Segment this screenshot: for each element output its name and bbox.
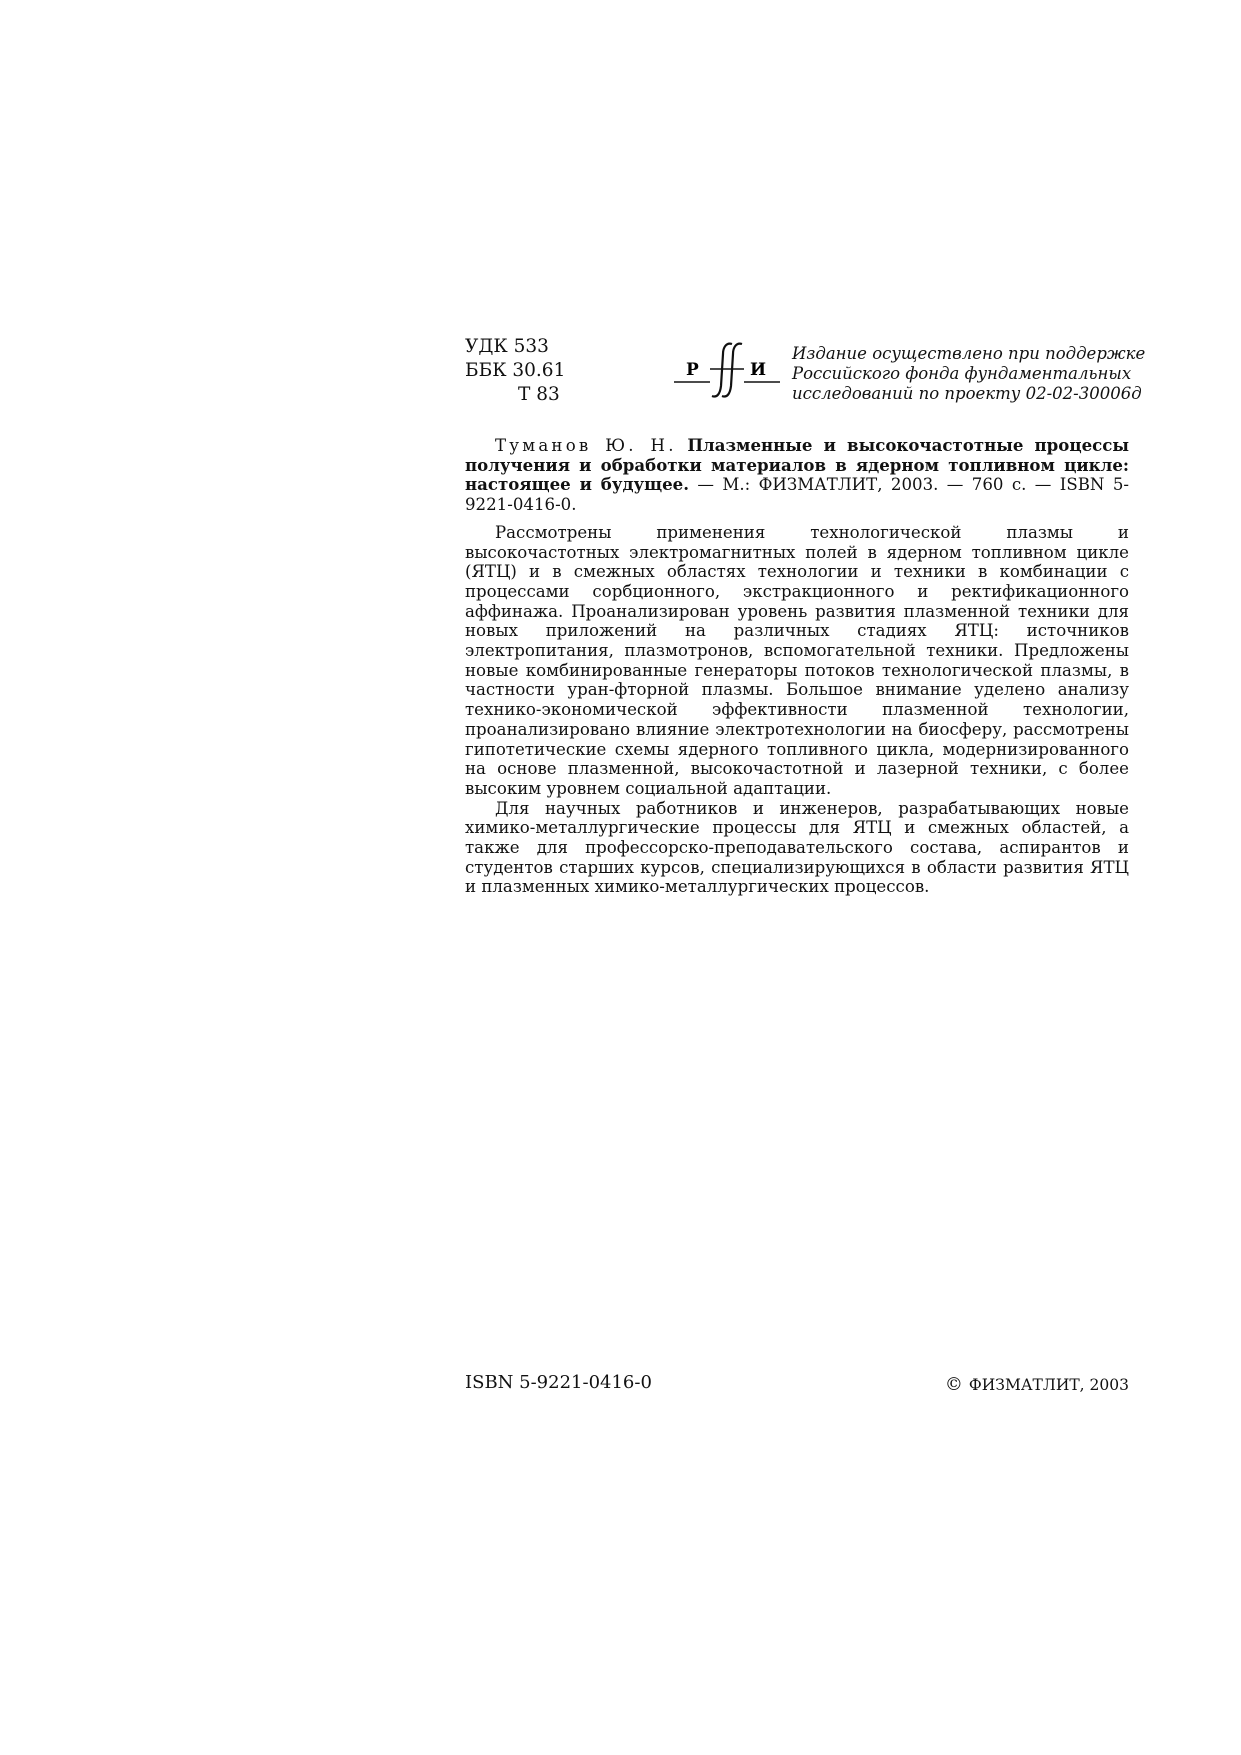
logo-f-stroke-left [712,344,732,397]
copyright-footer [945,1374,1129,1396]
funding-note [792,344,1146,404]
reference-imprint: — М.: ФИЗМАТЛИТ, 2003. — 760 с. — ISBN 5-9221-0416-0. [465,475,1129,515]
audience-paragraph: Для научных работников и инженеров, разрабатывающих новые химико-металлургические процессы для ЯТЦ и смежных областей, а также для профессорско-преподавательского состава, аспирантов и студентов старших курсов, специализирующихся в области развития ЯТЦ и плазменных химико-металлургических процессов. [465,798,1129,897]
abstract-paragraph: Рассмотрены применения технологической плазмы и высокочастотных электромагнитных полей в ядерном топливном цикле (ЯТЦ) и в смежных областях технологии и техники в комбинации с процессами сорбционного, экстракционного и ректификационного аффинажа. Проанализирован уровень развития плазменной техники для новых приложений на различных стадиях ЯТЦ: источников электропитания, плазмотронов, вспомогательной техники. Предложены новые комбинированные генераторы потоков технологической плазмы, в частности уран-фторной плазмы. Большое внимание уделено анализу технико-экономической эффективности плазменной технологии, проанализировано влияние электротехнологии на биосферу, рассмотрены гипотетические схемы ядерного топливного цикла, модернизированного на основе плазменной, высокочастотной и лазерной техники, с более высоким уровнем социальной адаптации. [465,522,1129,798]
annotation-block [465,436,1129,897]
bibliographic-reference [465,436,1129,515]
copyright-symbol: © [944,1374,963,1395]
funding-note-line: исследований по проекту 02-02-30006д [792,384,1142,403]
funding-note-line: Издание осуществлено при поддержке [792,344,1146,363]
rffi-logo [672,340,782,400]
logo-right-letter: И [750,360,767,380]
reference-title: Плазменные и высокочастотные процессы получения и обработки материалов в ядерном топливном цикле: настоящее и будущее. [465,435,1130,495]
logo-f-stroke-right [722,344,742,397]
author-mark: Т 83 [518,384,560,405]
bbk-code: ББК 30.61 [465,360,566,381]
copyright-text: ФИЗМАТЛИТ, 2003 [968,1376,1129,1394]
funding-note-line: Российского фонда фундаментальных [792,364,1132,383]
logo-left-letter: Р [686,360,699,380]
classification-block [465,335,605,407]
isbn-footer: ISBN 5-9221-0416-0 [465,1372,652,1393]
reference-author: Туманов Ю. Н. [495,436,677,455]
udk-code: УДК 533 [465,336,549,357]
